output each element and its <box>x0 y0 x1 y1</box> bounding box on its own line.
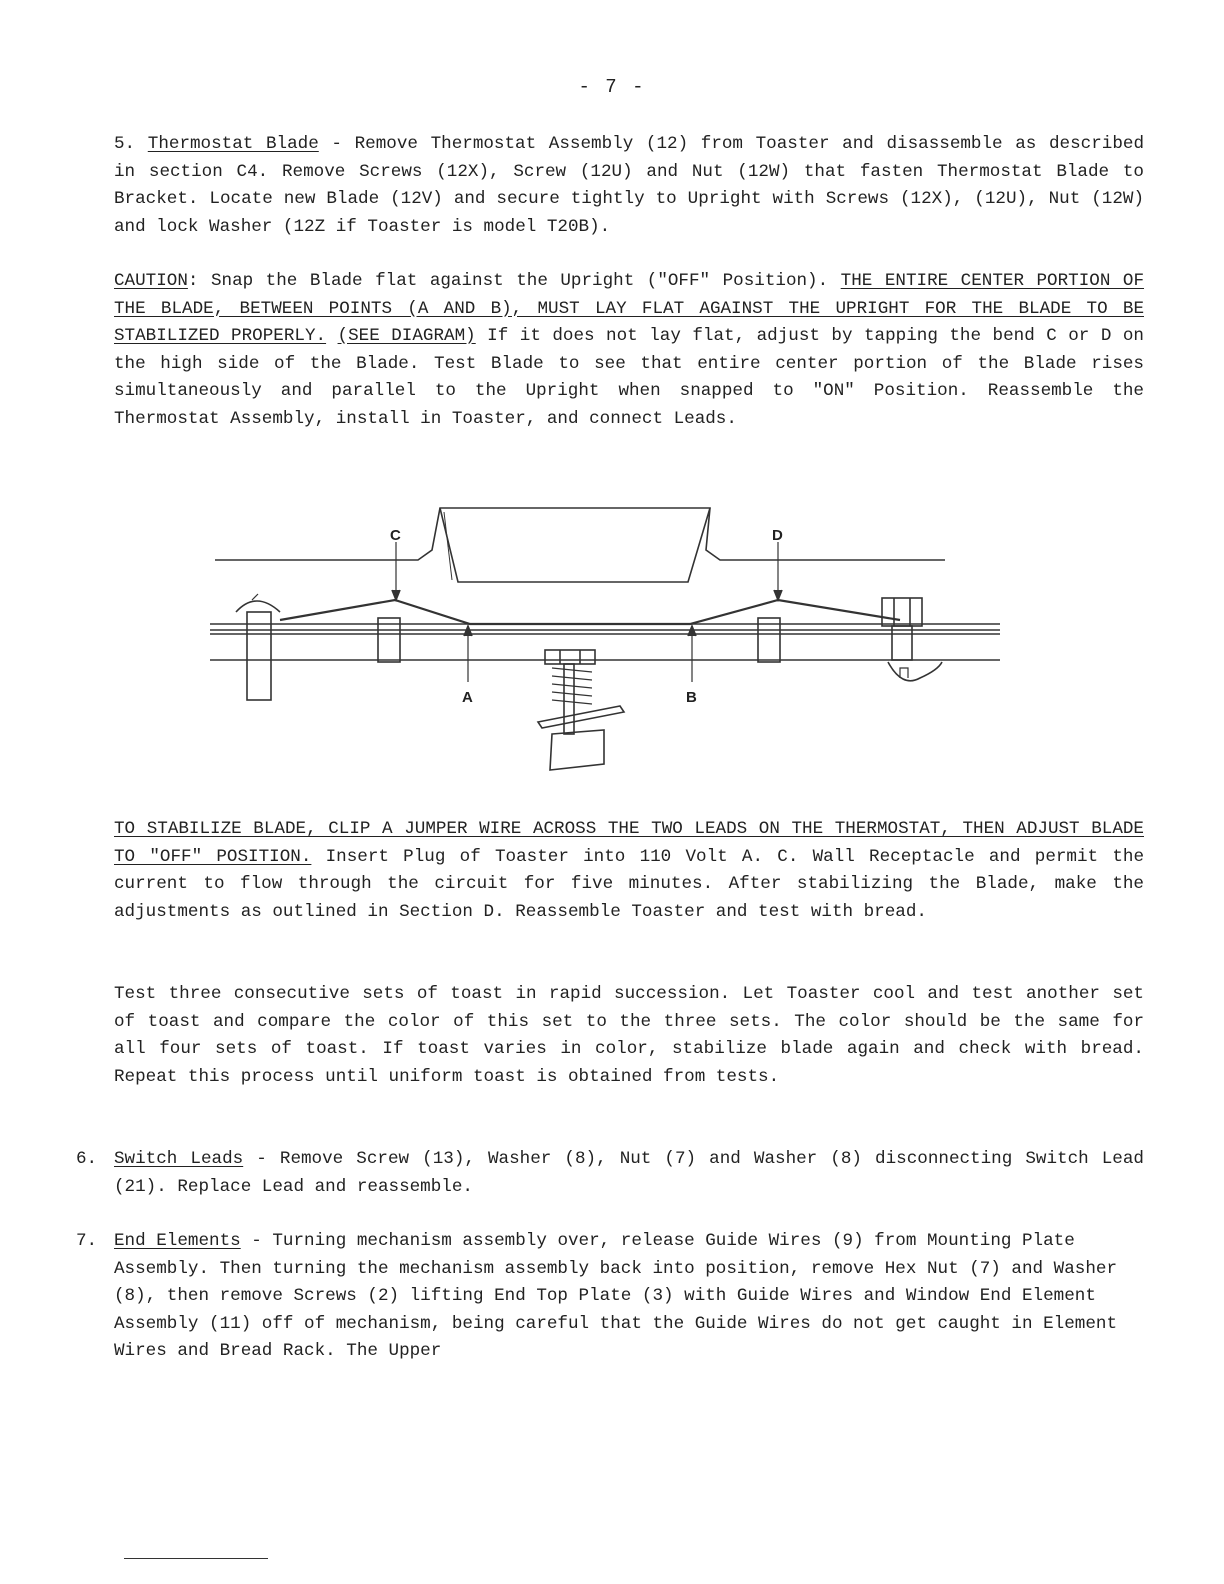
caution-label: CAUTION <box>114 271 188 291</box>
section-6-title: Switch Leads <box>114 1149 244 1169</box>
adjuster-cap <box>545 650 595 664</box>
bracket-outline <box>215 508 945 560</box>
section-6-body: - Remove Screw (13), Washer (8), Nut (7) and Washer (8) disconnecting Switch Lead (21). Replace Lead and reassemble. <box>114 1149 1144 1197</box>
right-bolt <box>892 626 912 660</box>
label-a: A <box>462 689 473 706</box>
section-5-paragraph <box>114 131 1144 241</box>
caution-emphasis: THE ENTIRE CENTER PORTION OF THE BLADE, BETWEEN POINTS (A AND B), MUST LAY FLAT AGAINST THE UPRIGHT FOR THE BLADE TO BE STABILIZED PROPERLY. <box>114 271 1145 346</box>
caution-text-3: If it does not lay flat, adjust by tapping the bend C or D on the high side of the Blade. Test Blade to see that entire center portion of the Blade rises simultaneously and parallel to the Upright when snapped to "ON" Position. Reassemble the Thermostat Assembly, install in Toaster, and connect Leads. <box>114 326 1144 429</box>
left-screw-head <box>236 601 280 612</box>
stabilize-emphasis: TO STABILIZE BLADE, CLIP A JUMPER WIRE ACROSS THE TWO LEADS ON THE THERMOSTAT, THEN ADJUST BLADE TO "OFF" POSITION. <box>114 819 1144 867</box>
housing-block <box>440 508 710 582</box>
left-screw-slot <box>252 594 258 600</box>
right-nut <box>882 598 922 626</box>
page-number: - 7 - <box>578 76 646 98</box>
thermostat-blade <box>280 600 900 624</box>
section-7-number: 7. <box>76 1231 98 1251</box>
label-b: B <box>686 689 697 706</box>
section-7-paragraph <box>114 1228 1144 1366</box>
section-5-title: Thermostat Blade <box>147 134 319 154</box>
test-paragraph: Test three consecutive sets of toast in rapid succession. Let Toaster cool and test another set of toast and compare the color of this set to the three sets. The color should be the same for all four sets of toast. If toast varies in color, stabilize blade again and check with bread. Repeat this process until uniform toast is obtained from tests. <box>114 984 1144 1087</box>
adjuster-lever <box>538 706 624 728</box>
arrow-c-head <box>392 590 400 600</box>
section-5-body: - Remove Thermostat Assembly (12) from Toaster and disassemble as described in section C4. Remove Screws (12X), Screw (12U) and Nut (12W) that fasten Thermostat Blade to Bracket. Locate new Blade (12V) and secure tightly to Upright with Screws (12X), (12U), Nut (12W) and lock Washer (12Z if Toaster is model T20B). <box>114 134 1145 237</box>
arrow-a-head <box>464 626 472 636</box>
see-diagram: (SEE DIAGRAM) <box>337 326 476 346</box>
section-6-paragraph <box>114 1146 1144 1201</box>
arrow-b-head <box>688 626 696 636</box>
caution-paragraph <box>114 268 1144 433</box>
stabilize-text: Insert Plug of Toaster into 110 Volt A. C. Wall Receptacle and permit the current to flow through the circuit for five minutes. After stabilizing the Blade, make the adjustments as outlined in Section D. Reassemble Toaster and test with bread. <box>114 846 1145 922</box>
section-5-number: 5. <box>114 134 136 154</box>
adjuster-spring <box>552 668 592 704</box>
adjuster-plate <box>550 730 604 770</box>
left-post <box>247 612 271 700</box>
arrow-d-head <box>774 590 782 600</box>
section-6-number: 6. <box>76 1149 98 1169</box>
caution-text-1: : Snap the Blade flat against the Upright ("OFF" Position). <box>187 271 841 291</box>
section-7-title: End Elements <box>114 1231 241 1251</box>
housing-edge <box>444 512 452 580</box>
stabilize-paragraph <box>114 816 1144 926</box>
label-d: D <box>772 527 783 544</box>
thermostat-blade-diagram <box>200 500 1010 780</box>
right-screw-head <box>888 662 942 681</box>
right-screw-slot <box>900 668 908 678</box>
section-7-body: - Turning mechanism assembly over, release Guide Wires (9) from Mounting Plate Assembly. Then turning the mechanism assembly back into position, remove Hex Nut (7) and Washer (8), then remove Screws (2) lifting End Top Plate (3) with Guide Wires and Window End Element Assembly (11) off of mechanism, being careful that the Guide Wires do not get caught in Element Wires and Bread Rack. The Upper <box>114 1231 1118 1361</box>
footnote-rule <box>124 1558 268 1559</box>
caution-text-2 <box>326 326 337 346</box>
label-c: C <box>390 527 401 544</box>
